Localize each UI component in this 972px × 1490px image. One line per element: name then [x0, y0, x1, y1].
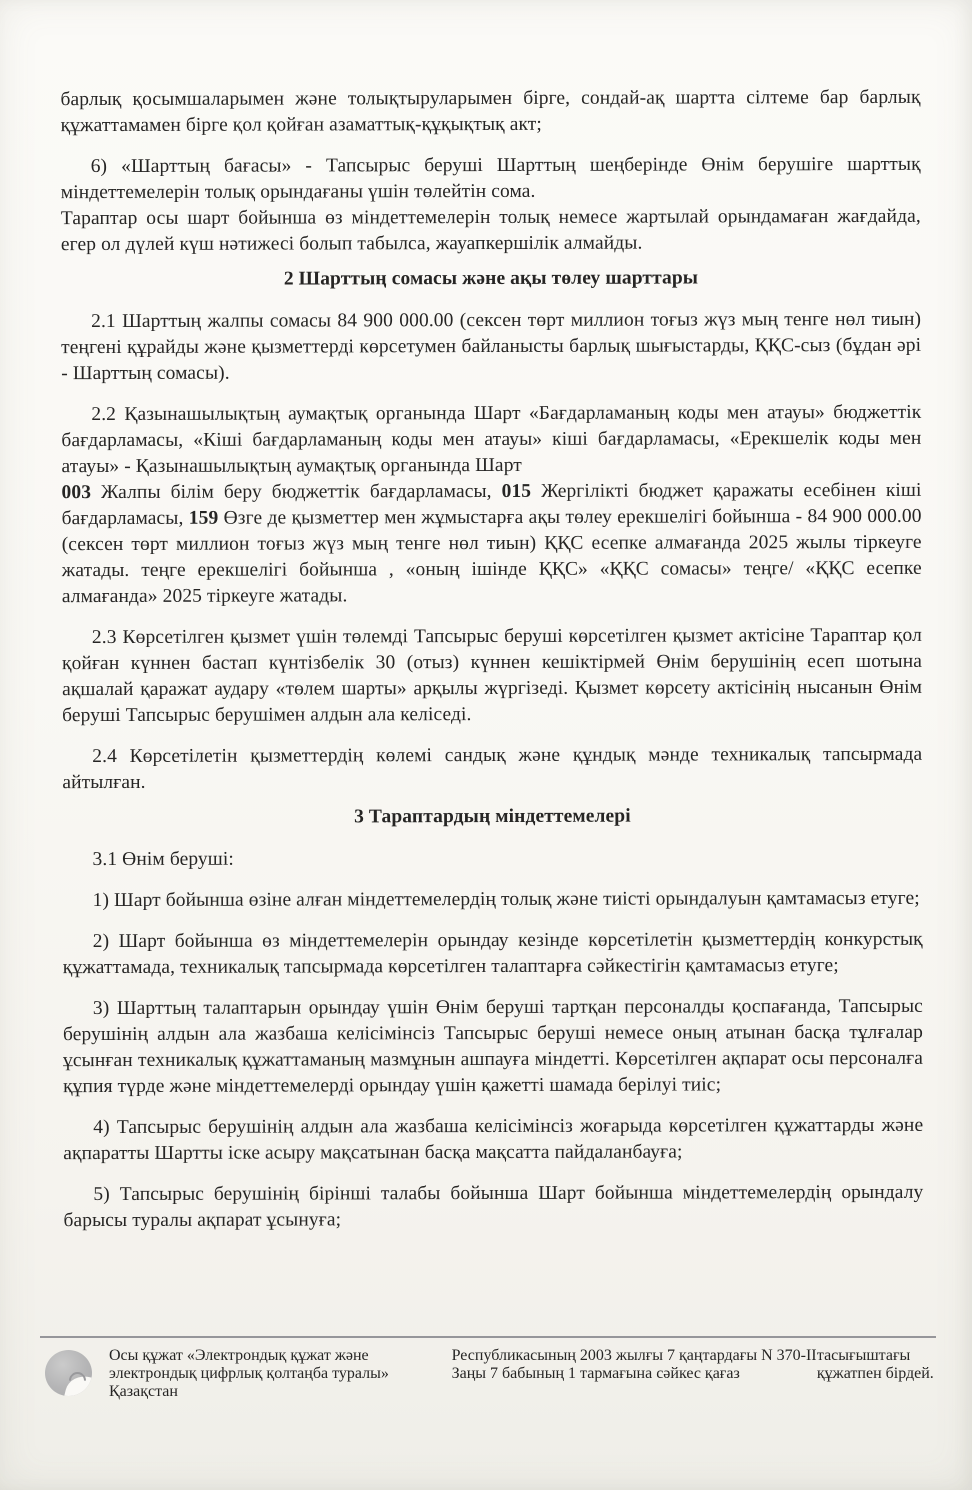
- clause-2-2-budget-programs: [61, 400, 922, 610]
- clause-6-block: [61, 152, 921, 258]
- paragraph-continuation: барлық қосымшаларымен және толықтыруларымен бірге, сондай-ақ шартта сілтеме бар барлық құжаттамамен бірге қол қойған азаматтық-құқықтық акт;: [60, 86, 921, 137]
- clause-2-3-payment-terms: 2.3 Көрсетілген қызмет үшін төлемді Тапсырыс беруші көрсетілген қызмет актісіне Тараптар қол қойған күннен бастап күнтізбелік 30 (отыз) күннен кешіктірмей Өнім берушінің есеп шотына ақшалай қаражат аудару «төлем шарты» арқылы жүргізеді. Қызмет көрсету актісінің нысанын Өнім беруші Тапсырыс берушімен алдын ала келіседі.: [61, 624, 923, 727]
- budget-program-code: 003: [61, 482, 92, 504]
- clause-3-1-supplier: 3.1 Өнім беруші:: [92, 848, 234, 871]
- clause-2-4-volume: 2.4 Көрсетілетін қызметтердің көлемі сандық және құндық мәнде техникалық тапсырмада айтылған.: [62, 743, 923, 794]
- e-signature-footer: [40, 1336, 936, 1401]
- clause-2-2-text-part3: Жергілікті бюджет қаражаты есебінен кіші бағдарламасы,: [61, 479, 922, 530]
- budget-subprogram-code: 015: [501, 480, 532, 502]
- clause-6-price-definition: 6) «Шарттың бағасы» - Тапсырыс беруші Шарттың шеңберінде Өнім берушіге шарттық міндеттемелерін толық орындағаны үшін төлейтін сома.: [60, 153, 921, 204]
- section-3-heading: 3 Тараптардың міндеттемелері: [354, 805, 631, 828]
- contract-body: [60, 85, 923, 1249]
- footer-legal-note-line3: тасығыштағы құжатпен бірдей.: [816, 1347, 934, 1382]
- obligation-item-4: 4) Тапсырыс берушінің алдын ала жазбаша келісімінсіз жоғарыда көрсетілген құжаттарды және ақпаратты Шартты іске асыру мақсатынан басқа мақсатта пайдаланбауға;: [63, 1114, 924, 1165]
- section-2-heading: 2 Шарттың сомасы және ақы төлеу шарттары: [283, 267, 699, 290]
- obligation-item-1: 1) Шарт бойынша өзіне алған міндеттемелердің толық және тиісті орындалуын қамтамасыз етуге;: [92, 887, 920, 912]
- obligation-item-3: 3) Шарттың талаптарын орындау үшін Өнім беруші тартқан персоналды қоспағанда, Тапсырыс берушінің алдын ала жазбаша келісімінсіз Тапсырыс беруші немесе оның атынан басқа тұлғалар ұсынған техникалық құжаттаманың мазмұнын ашпауға міндетті. Көрсетілген ақпарат осы персоналға құпия түрде және міндеттемелерді орындау үшін қажетті шамада берілуі тиіс;: [62, 995, 924, 1098]
- obligation-item-2: 2) Шарт бойынша өз міндеттемелерін орындау кезінде көрсетілетін қызметтердің конкурстық құжаттамада, техникалық тапсырмада көрсетілген талаптарға сәйкестігін қамтамасыз етуге;: [62, 928, 923, 979]
- footer-legal-note-line2: Республикасының 2003 жылғы 7 қаңтардағы N 370-II Заңы 7 бабының 1 тармағына сәйкес қағаз: [451, 1347, 817, 1382]
- footer-legal-note-line1: Осы құжат «Электрондық құжат және электрондық цифрлық қолтаңба туралы» Қазақстан: [109, 1347, 389, 1400]
- clause-2-2-text-part4: Өзге де қызметтер мен жұмыстарға ақы төлеу ерекшелігі бойынша - 84 900 000.00 (сексен төрт миллион тоғыз жүз мың тенге нөл тиын) ҚҚС есепке алмағанда 2025 жылы тіркеуге жатады. теңге ерекшелігі бойынша , «оның ішінде ҚҚС» «ҚҚС сомасы» теңге/ «ҚҚС есепке алмағанда» 2025 тіркеуге жатады.: [61, 505, 922, 608]
- specificity-code: 159: [188, 507, 219, 529]
- e-signature-stamp-icon: [45, 1350, 92, 1396]
- clause-6-force-majeure: Тараптар осы шарт бойынша өз міндеттемелерін толық немесе жартылай орындамаған жағдайда, егер ол дүлей күш нәтижесі болып табылса, жауапкершілік алмайды.: [60, 205, 921, 256]
- clause-2-1-total-sum: 2.1 Шарттың жалпы сомасы 84 900 000.00 (сексен төрт миллион тоғыз жүз мың тенге нөл тиын) теңгені құрайды және қызметтерді көрсетумен байланысты барлық шығыстарды, ҚҚС-сыз (бұдан әрі - Шарттың сомасы).: [61, 308, 922, 385]
- clause-2-2-text-part1: 2.2 Қазынашылықтың аумақтық органында Шарт «Бағдарламаның коды мен атауы» бюджеттік бағдарламасы, «Кіші бағдарламаның коды мен атауы» кіші бағдарламасы, «Ерекшелік коды мен атауы» - Қазынашылықтың аумақтық органында Шарт: [61, 401, 922, 478]
- obligation-item-5: 5) Тапсырыс берушінің бірінші талабы бойынша Шарт бойынша міндеттемелердің орындалу барысы туралы ақпарат ұсынуға;: [63, 1181, 924, 1232]
- clause-2-2-text-part2: Жалпы білім беру бюджеттік бағдарламасы,: [91, 480, 502, 504]
